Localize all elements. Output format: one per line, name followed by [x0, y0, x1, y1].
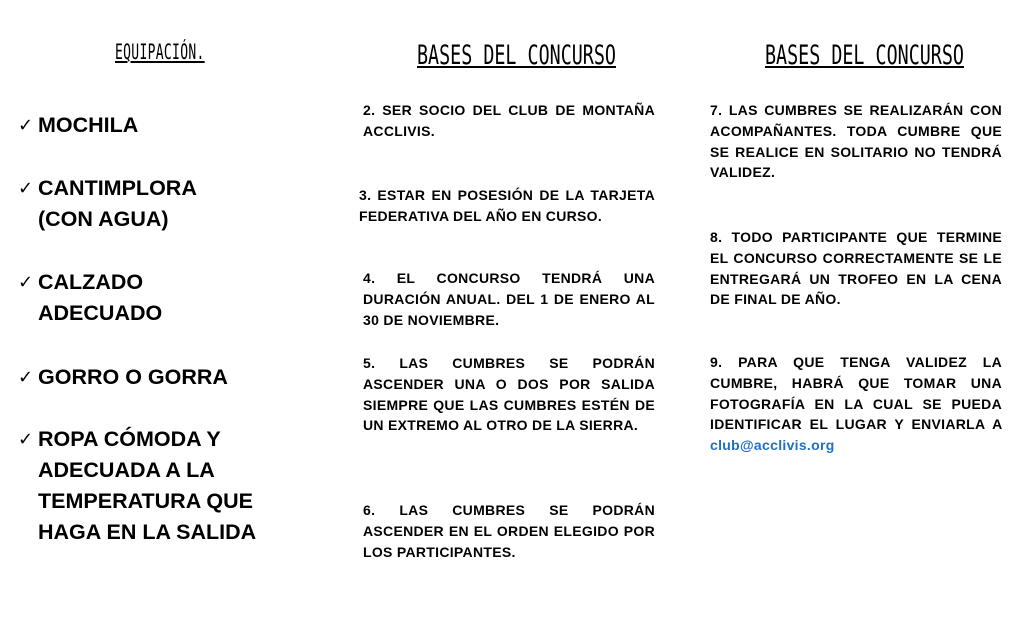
- rule-text: LAS CUMBRES SE PODRÁN ASCENDER UNA O DOS POR SALIDA SIEMPRE QUE LAS CUMBRES ESTÉN DE UN EXTREMO AL OTRO DE LA SIERRA.: [363, 355, 655, 434]
- equipacion-column: [0, 0, 330, 632]
- club-email-link[interactable]: club@acclivis.org: [710, 437, 835, 454]
- rule-2: [363, 100, 655, 142]
- rule-text: LAS CUMBRES SE PODRÁN ASCENDER EN EL ORDEN ELEGIDO POR LOS PARTICIPANTES.: [363, 502, 655, 560]
- checkmark-icon: ✓: [18, 429, 34, 450]
- checkmark-icon: ✓: [18, 115, 34, 136]
- equipment-item-label: CALZADO ADECUADO: [38, 270, 163, 325]
- checkmark-icon: ✓: [18, 272, 34, 293]
- rule-text: ESTAR EN POSESIÓN DE LA TARJETA FEDERATIVA DEL AÑO EN CURSO.: [359, 187, 655, 224]
- equipment-item-label: ROPA CÓMODA Y ADECUADA A LA TEMPERATURA QUE HAGA EN LA SALIDA: [38, 427, 257, 544]
- checkmark-icon: ✓: [18, 367, 34, 388]
- rule-8: [710, 227, 1002, 310]
- equipment-item-gorro: [18, 362, 228, 393]
- rule-text: TODO PARTICIPANTE QUE TERMINE EL CONCURSO CORRECTAMENTE SE LE ENTREGARÁ UN TROFEO EN LA CENA DE FINAL DE AÑO.: [710, 229, 1002, 308]
- rule-9: [710, 352, 1002, 456]
- bases-column-left: [355, 0, 665, 632]
- equipment-item-ropa: [18, 424, 256, 548]
- rule-3: [359, 185, 655, 227]
- equipment-item-mochila: [18, 110, 138, 141]
- rule-number: 4.: [363, 270, 376, 286]
- rule-5: [363, 353, 655, 436]
- rule-text: LAS CUMBRES SE REALIZARÁN CON ACOMPAÑANTES. TODA CUMBRE QUE SE REALICE EN SOLITARIO NO TENDRÁ VALIDEZ.: [710, 102, 1002, 181]
- equipment-item-label: CANTIMPLORA (CON AGUA): [38, 176, 197, 231]
- rule-7: [710, 100, 1002, 183]
- rule-number: 2.: [363, 102, 376, 118]
- rule-number: 3.: [359, 187, 372, 203]
- equipment-item-label: GORRO O GORRA: [38, 365, 228, 389]
- equipment-item-calzado: [18, 267, 162, 329]
- rule-4: [363, 268, 655, 330]
- rule-number: 7.: [710, 102, 723, 118]
- equipment-item-cantimplora: [18, 173, 197, 235]
- equipacion-title: EQUIPACIÓN.: [115, 40, 205, 64]
- rule-text: EL CONCURSO TENDRÁ UNA DURACIÓN ANUAL. DEL 1 DE ENERO AL 30 DE NOVIEMBRE.: [363, 270, 655, 328]
- checkmark-icon: ✓: [18, 178, 34, 199]
- rule-number: 8.: [710, 229, 723, 245]
- bases-title: BASES DEL CONCURSO: [417, 40, 616, 71]
- rule-6: [363, 500, 655, 562]
- bases-column-right: [700, 0, 1024, 632]
- rule-text: PARA QUE TENGA VALIDEZ LA CUMBRE, HABRÁ QUE TOMAR UNA FOTOGRAFÍA EN LA CUAL SE PUEDA IDENTIFICAR EL LUGAR Y ENVIARLA A: [710, 354, 1002, 433]
- rule-number: 9.: [710, 354, 723, 370]
- rule-number: 6.: [363, 502, 376, 518]
- rule-text: SER SOCIO DEL CLUB DE MONTAÑA ACCLIVIS.: [363, 102, 655, 139]
- equipment-item-label: MOCHILA: [38, 113, 139, 137]
- bases-title: BASES DEL CONCURSO: [765, 40, 964, 71]
- rule-number: 5.: [363, 355, 376, 371]
